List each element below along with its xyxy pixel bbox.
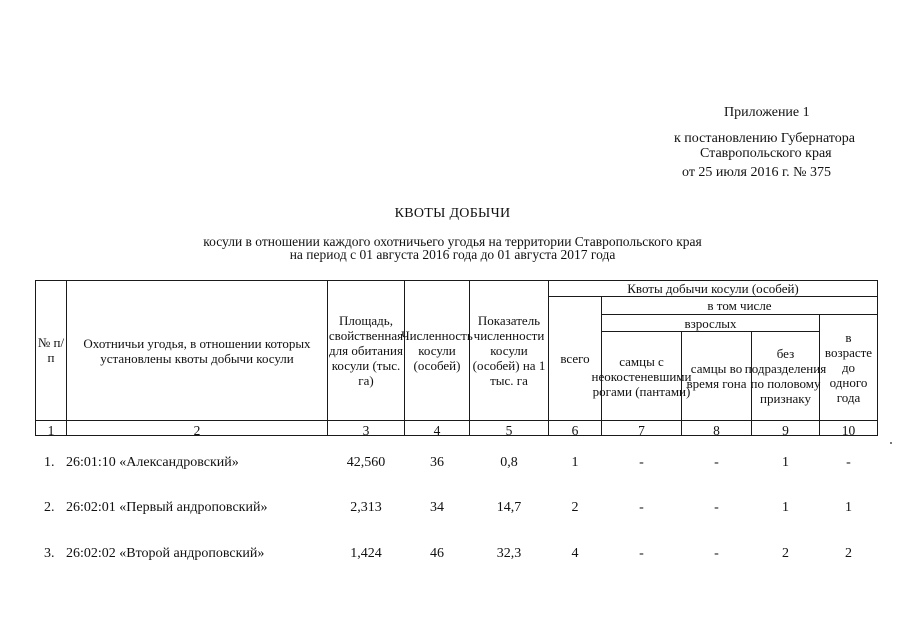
- row-population: 34: [430, 500, 444, 515]
- row-total: 2: [571, 500, 579, 515]
- row-hunting-ground: 26:02:02 «Второй андроповский»: [66, 546, 265, 561]
- column-number: 4: [433, 423, 441, 438]
- row-total: 4: [571, 546, 579, 561]
- header-quota-group-label: Квоты добычи косули (особей): [627, 281, 799, 296]
- header-no-sex-division-label: без подразделения по половому признаку: [744, 346, 827, 406]
- header-num: [36, 330, 66, 370]
- appendix-date-line: от 25 июля 2016 г. № 375: [682, 165, 831, 180]
- row-hunting-ground: 26:01:10 «Александровский»: [66, 455, 239, 470]
- column-number: 1: [47, 423, 55, 438]
- appendix-title: Приложение 1: [724, 105, 810, 120]
- appendix-authority-line: Ставропольского края: [700, 146, 832, 161]
- row-no-sex-division: 2: [782, 546, 789, 561]
- row-area: 2,313: [350, 500, 382, 515]
- row-no-sex-division: 1: [782, 455, 789, 470]
- header-area-label: Площадь, свойственная для обитания косули (тыс. га): [328, 313, 404, 388]
- header-adults: [602, 315, 819, 331]
- header-males-rut: [682, 332, 751, 420]
- header-males-rut-label: самцы во время гона: [686, 361, 747, 391]
- column-number: 3: [362, 423, 370, 438]
- row-number: 1.: [44, 455, 55, 470]
- header-density: [470, 281, 548, 420]
- header-under-one-year: [820, 315, 877, 420]
- column-number: 5: [505, 423, 513, 438]
- header-including: [602, 297, 877, 314]
- row-males-antlers: -: [639, 500, 644, 515]
- header-population: [401, 281, 473, 420]
- row-under-one-year: -: [846, 455, 851, 470]
- row-total: 1: [571, 455, 579, 470]
- header-including-label: в том числе: [707, 298, 772, 313]
- row-hunting-ground: 26:02:01 «Первый андроповский»: [66, 500, 268, 515]
- header-quota-group: [549, 281, 877, 296]
- row-area: 42,560: [346, 455, 386, 470]
- header-adults-label: взрослых: [684, 315, 737, 331]
- column-number: 10: [841, 423, 856, 438]
- header-hunting-grounds-label: Охотничьи угодья, в отношении которых установлены квоты добычи косули: [83, 335, 311, 366]
- column-number: 2: [193, 423, 201, 438]
- row-density: 0,8: [500, 455, 518, 470]
- row-population: 46: [430, 546, 444, 561]
- document-subtitle-line1: косули в отношении каждого охотничьего угодья на территории Ставропольского края: [203, 234, 702, 249]
- row-under-one-year: 2: [845, 546, 852, 561]
- column-number: 8: [713, 423, 720, 438]
- row-males-rut: -: [714, 546, 719, 561]
- header-males-antlers-label: самцы с неокостеневшими рогами (пантами): [591, 353, 692, 399]
- document-subtitle-line2: на период с 01 августа 2016 года до 01 августа 2017 года: [289, 247, 616, 262]
- document-title: КВОТЫ ДОБЫЧИ: [394, 206, 511, 221]
- header-density-label: Показатель численности косули (особей) на 1 тыс. га: [472, 313, 546, 388]
- scan-speck: [890, 442, 892, 444]
- row-no-sex-division: 1: [782, 500, 789, 515]
- column-number: 9: [782, 423, 789, 438]
- row-males-rut: -: [714, 455, 719, 470]
- row-density: 32,3: [496, 546, 522, 561]
- row-population: 36: [430, 455, 444, 470]
- header-under-one-year-label: в возрасте до одного года: [824, 330, 873, 405]
- column-number: 6: [571, 423, 579, 438]
- row-area: 1,424: [350, 546, 382, 561]
- row-number: 2.: [44, 500, 55, 515]
- row-males-antlers: -: [639, 546, 644, 561]
- header-males-antlers: [591, 332, 692, 420]
- header-num-label: № п/п: [37, 335, 65, 365]
- header-total-label: всего: [560, 351, 590, 366]
- header-hunting-grounds: [67, 281, 327, 420]
- row-males-antlers: -: [639, 455, 644, 470]
- header-population-label: Численность косули (особей): [401, 328, 473, 373]
- row-under-one-year: 1: [845, 500, 852, 515]
- row-number: 3.: [44, 546, 55, 561]
- row-density: 14,7: [496, 500, 522, 515]
- appendix-decree-line: к постановлению Губернатора: [674, 131, 855, 146]
- header-no-sex-division: [744, 332, 827, 420]
- column-number: 7: [638, 423, 645, 438]
- row-males-rut: -: [714, 500, 719, 515]
- header-area: [328, 281, 404, 420]
